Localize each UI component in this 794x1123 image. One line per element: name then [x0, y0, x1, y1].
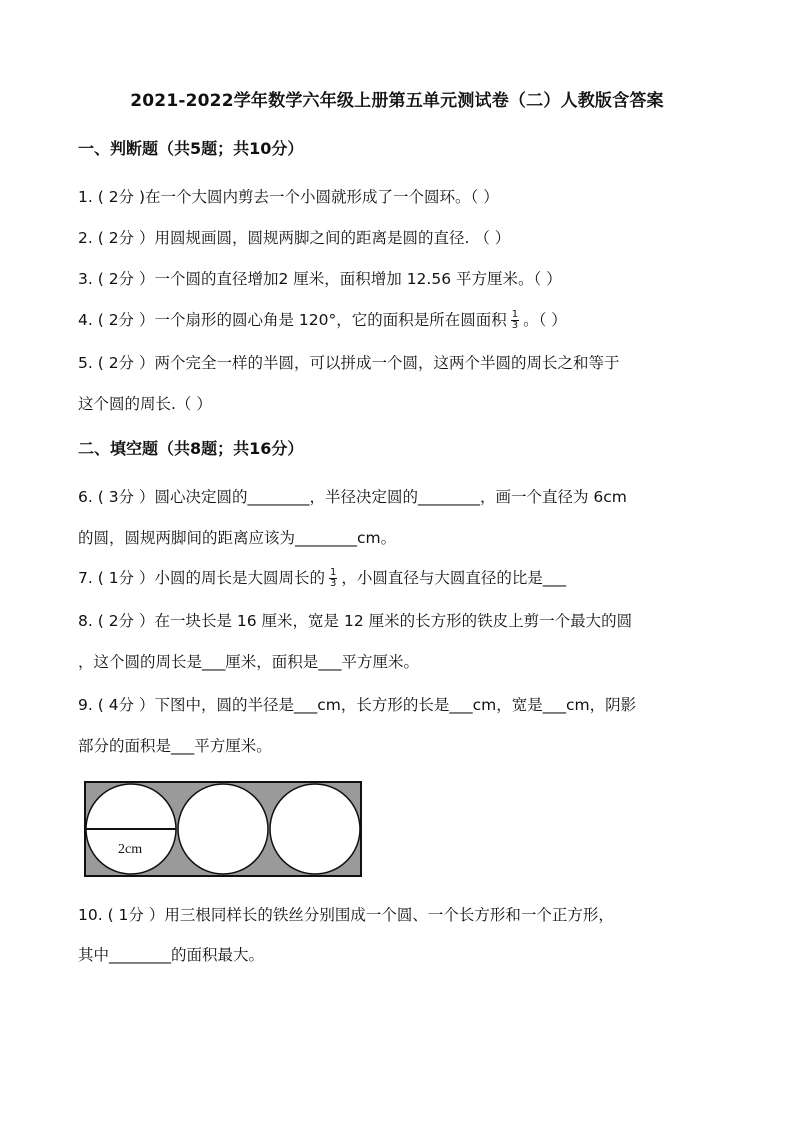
question-4 — [78, 309, 728, 331]
question-4-text: 4. ( 2分 ）一个扇形的圆心角是 120°，它的面积是所在圆面积 — [78, 311, 507, 329]
fraction-denominator: 3 — [329, 578, 337, 589]
question-2: 2. ( 2分 ）用圆规画圆，圆规两脚之间的距离是圆的直径. （ ） — [78, 229, 511, 247]
page-title: 2021-2022学年数学六年级上册第五单元测试卷（二）人教版含答案 — [130, 91, 664, 111]
circles-in-rectangle-figure — [84, 781, 362, 877]
question-6-line-2: 的圆，圆规两脚间的距离应该为________cm。 — [78, 529, 397, 547]
question-9-line-1: 9. ( 4分 ）下图中，圆的半径是___cm，长方形的长是___cm，宽是___cm，阴影 — [78, 696, 637, 714]
question-4-tail: 。（ ） — [523, 311, 567, 329]
question-5-line-2: 这个圆的周长.（ ） — [78, 395, 212, 413]
question-3: 3. ( 2分 ）一个圆的直径增加2 厘米，面积增加 12.56 平方厘米。（ ） — [78, 270, 562, 288]
question-8-line-1: 8. ( 2分 ）在一块长是 16 厘米，宽是 12 厘米的长方形的铁皮上剪一个最大的圆 — [78, 612, 633, 630]
fraction-numerator: 1 — [511, 309, 519, 320]
fraction-one-third — [511, 310, 519, 331]
question-1: 1. ( 2分 )在一个大圆内剪去一个小圆就形成了一个圆环。（ ） — [78, 188, 499, 206]
question-9-line-2: 部分的面积是___平方厘米。 — [78, 737, 272, 755]
question-7-tail: ，小圆直径与大圆直径的比是___ — [341, 569, 567, 587]
question-8-line-2: ，这个圆的周长是___厘米，面积是___平方厘米。 — [78, 653, 420, 671]
diameter-label: 2cm — [118, 842, 143, 857]
question-10-line-2: 其中________的面积最大。 — [78, 946, 265, 964]
question-5-line-1: 5. ( 2分 ）两个完全一样的半圆，可以拼成一个圆，这两个半圆的周长之和等于 — [78, 354, 620, 372]
fraction-denominator: 3 — [511, 320, 519, 331]
section-heading-fill-blank: 二、填空题（共8题；共16分） — [78, 439, 304, 458]
section-heading-judgment: 一、判断题（共5题；共10分） — [78, 139, 304, 158]
question-7-text: 7. ( 1分 ）小圆的周长是大圆周长的 — [78, 569, 325, 587]
fraction-numerator: 1 — [329, 567, 337, 578]
question-7 — [78, 567, 728, 589]
fraction-one-third — [329, 568, 337, 589]
question-6-line-1: 6. ( 3分 ）圆心决定圆的________，半径决定圆的________，画一个直径为 6cm — [78, 488, 627, 506]
question-10-line-1: 10. ( 1分 ）用三根同样长的铁丝分别围成一个圆、一个长方形和一个正方形， — [78, 906, 614, 924]
circle-middle — [178, 784, 268, 874]
circle-right — [270, 784, 360, 874]
